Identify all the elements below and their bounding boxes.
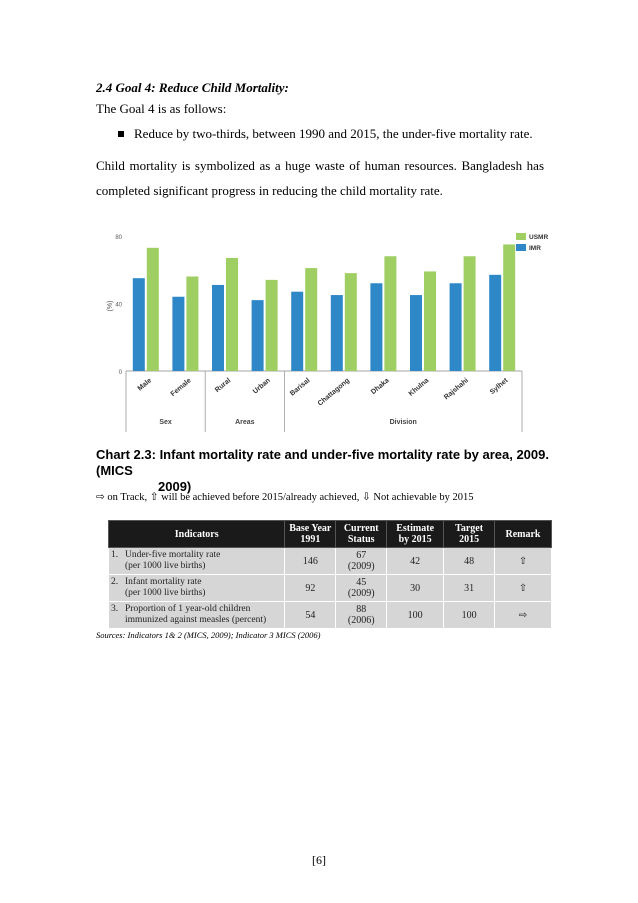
x-tick-label: Sylhet [488, 377, 510, 397]
cell-estimate [387, 548, 444, 575]
section-heading: 2.4 Goal 4: Reduce Child Mortality: [96, 80, 289, 95]
x-tick-label: Khulna [407, 377, 431, 398]
table-row [109, 575, 552, 602]
cell-current-text: (2006) [347, 615, 375, 626]
indicator-subtext: (per 1000 live births) [125, 561, 206, 571]
cell-current-text: 45 [356, 577, 367, 588]
cell-estimate [387, 602, 444, 629]
page-number: [6] [312, 853, 326, 867]
cell-remark-text: ⇨ [518, 609, 528, 621]
indicator-number: 1. [111, 550, 119, 560]
usmr-bar [384, 256, 396, 371]
imr-bar [252, 300, 264, 371]
header-target: Target 2015 [444, 521, 495, 548]
cell-remark-text: ⇧ [518, 555, 528, 567]
cell-estimate-text: 42 [410, 555, 421, 567]
cell-remark [495, 575, 552, 602]
imr-bar [489, 275, 501, 371]
header-remark: Remark [495, 521, 552, 548]
imr-bar [133, 278, 145, 371]
indicator-line [111, 577, 282, 588]
indicator-number: 3. [111, 604, 119, 614]
cell-current [336, 575, 387, 602]
indicator-line [111, 550, 282, 561]
cell-indicator [109, 548, 285, 575]
indicator-subtext: immunized against measles (percent) [125, 615, 267, 625]
caption-line-2: 2009) [158, 479, 192, 494]
x-tick-label: Rural [214, 377, 233, 395]
x-tick-label: Rajshahi [443, 377, 470, 402]
cell-indicator [109, 602, 285, 629]
table-row [109, 548, 552, 575]
indicator-line [111, 604, 282, 615]
y-tick-label: 80 [115, 235, 122, 241]
group-label: Sex [159, 419, 172, 426]
cell-remark [495, 602, 552, 629]
cell-remark-text: ⇧ [518, 582, 528, 594]
indicators-table [108, 520, 552, 629]
imr-bar [410, 295, 422, 371]
imr-bar [450, 283, 462, 371]
x-tick-label: Male [136, 377, 154, 393]
cell-base [285, 602, 336, 629]
imr-bar [212, 285, 224, 371]
cell-base-text: 54 [305, 609, 316, 621]
group-label: Areas [235, 419, 255, 426]
status-legend: ⇨ on Track, ⇧ will be achieved before 2015/already achieved, ⇩ Not achievable by 2015 [96, 492, 474, 503]
legend-swatch [516, 244, 526, 251]
bullet-square-icon [118, 131, 124, 137]
cell-target-text: 100 [461, 609, 477, 621]
intro-text: The Goal 4 is as follows: [96, 101, 227, 116]
table-row [109, 602, 552, 629]
usmr-bar [186, 277, 198, 372]
cell-current-text: (2009) [347, 588, 375, 599]
cell-base-text: 92 [305, 582, 316, 594]
cell-target-text: 48 [464, 555, 475, 567]
cell-estimate-text: 30 [410, 582, 421, 594]
usmr-bar [147, 248, 159, 371]
legend-label: IMR [529, 245, 541, 252]
bullet-item [118, 126, 533, 142]
legend-label: USMR [529, 234, 549, 241]
legend-swatch [516, 233, 526, 240]
cell-base [285, 548, 336, 575]
imr-bar [291, 292, 303, 371]
usmr-bar [266, 280, 278, 371]
y-tick-label: 40 [115, 302, 122, 309]
header-current-status: Current Status [336, 521, 387, 548]
header-indicators: Indicators [109, 521, 285, 548]
imr-bar [331, 295, 343, 371]
sources-note: Sources: Indicators 1& 2 (MICS, 2009); Indicator 3 MICS (2006) [96, 630, 321, 640]
chart-caption [96, 447, 566, 495]
header-estimate: Estimate by 2015 [387, 521, 444, 548]
cell-current-text: (2009) [347, 561, 375, 572]
usmr-bar [226, 258, 238, 371]
x-tick-label: Female [169, 377, 193, 399]
imr-bar [172, 297, 184, 371]
cell-indicator [109, 575, 285, 602]
cell-current [336, 602, 387, 629]
cell-current [336, 548, 387, 575]
y-axis-label: (%) [107, 300, 114, 312]
table-header-row [109, 521, 552, 548]
header-base-year: Base Year 1991 [285, 521, 336, 548]
cell-current-text: 88 [356, 604, 367, 615]
indicator-number: 2. [111, 577, 119, 587]
indicator-name: Proportion of 1 year-old children [125, 604, 251, 614]
cell-estimate-text: 100 [407, 609, 423, 621]
usmr-bar [503, 244, 515, 371]
caption-line-1: Chart 2.3: Infant mortality rate and under-five mortality rate by area, 2009. (MICS [96, 447, 549, 478]
indicator-name: Infant mortality rate [125, 577, 202, 587]
cell-current-text: 67 [356, 550, 367, 561]
indicator-name: Under-five mortality rate [125, 550, 221, 560]
body-paragraph: Child mortality is symbolized as a huge waste of human resources. Bangladesh has completed significant progress in reducing the child mortality rate. [96, 158, 544, 198]
mortality-bar-chart [100, 222, 560, 436]
cell-remark [495, 548, 552, 575]
bullet-text: Reduce by two-thirds, between 1990 and 2015, the under-five mortality rate. [134, 126, 533, 141]
imr-bar [370, 283, 382, 371]
cell-target [444, 602, 495, 629]
cell-target [444, 548, 495, 575]
group-label: Division [389, 419, 417, 426]
cell-base-text: 146 [302, 555, 318, 567]
x-tick-label: Barisal [289, 377, 312, 398]
cell-base [285, 575, 336, 602]
y-tick-label: 0 [118, 370, 122, 376]
cell-target [444, 575, 495, 602]
x-tick-label: Chattagong [316, 377, 352, 408]
usmr-bar [464, 256, 476, 371]
usmr-bar [305, 268, 317, 371]
cell-estimate [387, 575, 444, 602]
usmr-bar [345, 273, 357, 371]
indicator-subtext: (per 1000 live births) [125, 588, 206, 598]
cell-target-text: 31 [464, 582, 475, 594]
x-tick-label: Urban [251, 377, 272, 396]
usmr-bar [424, 271, 436, 371]
x-tick-label: Dhaka [370, 377, 391, 397]
